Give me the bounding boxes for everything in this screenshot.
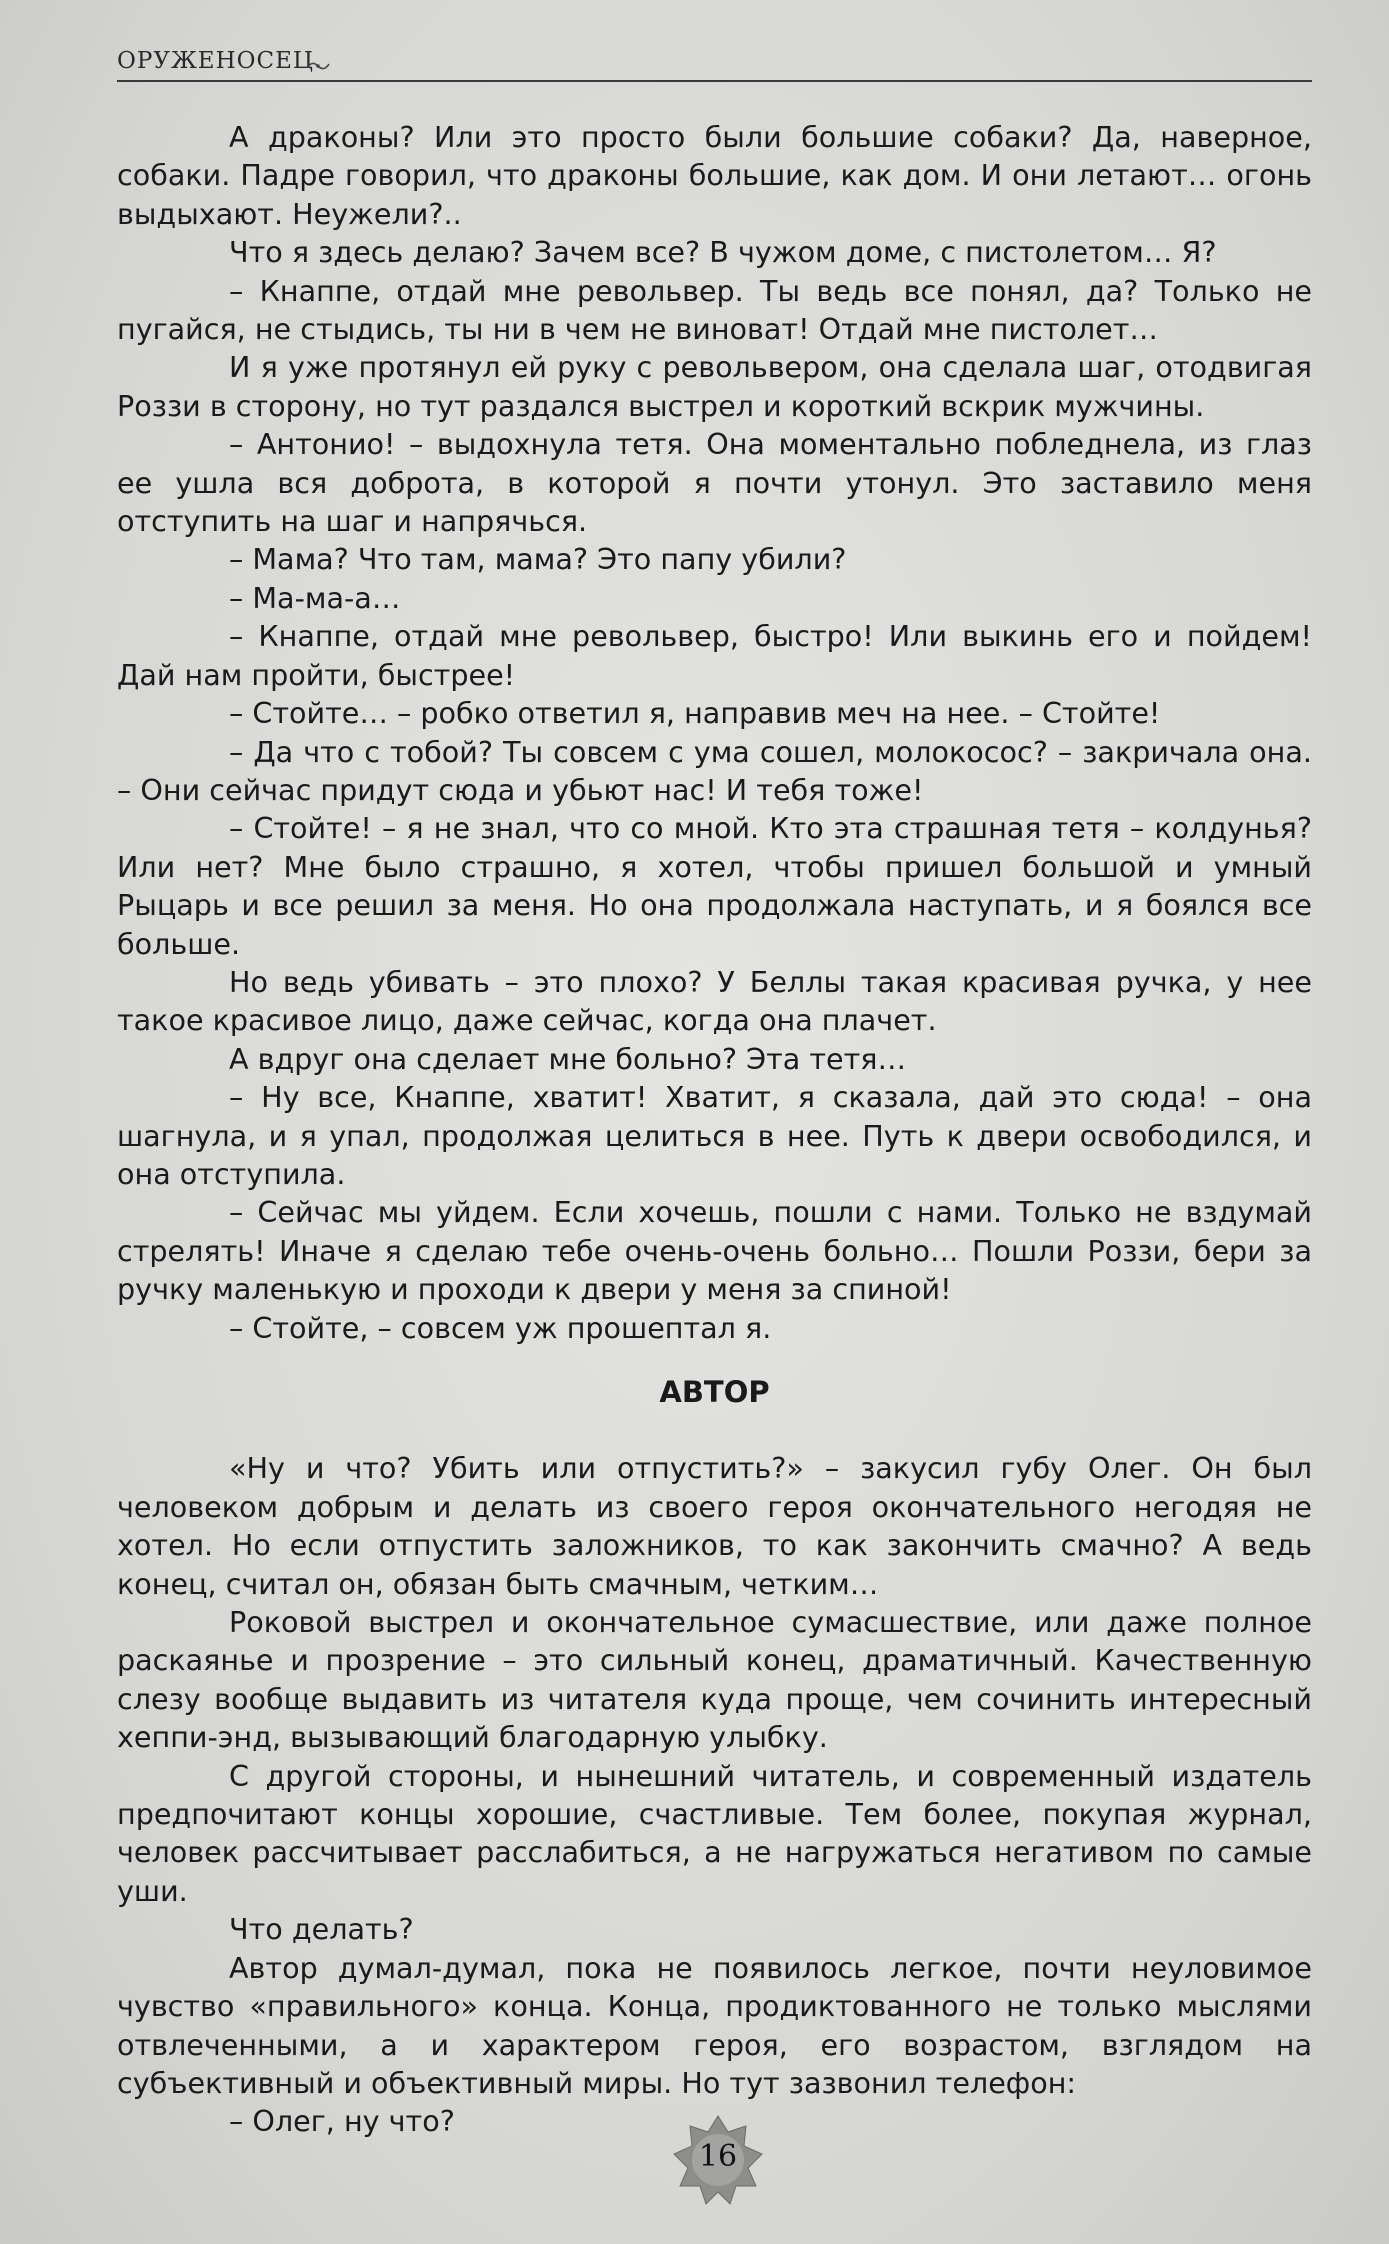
paragraph: «Ну и что? Убить или отпустить?» – закусил губу Олег. Он был человеком добрым и делать из своего героя окончательного негодяя не хотел. Но если отпустить заложников, то как закончить смачно? А ведь конец, считал он, обязан быть смачным, четким… xyxy=(117,1451,1312,1601)
paragraph: – Мама? Что там, мама? Это папу убили? xyxy=(229,542,847,577)
paragraph: С другой стороны, и нынешний читатель, и современный издатель предпочитают концы хорошие, счастливые. Тем более, покупая журнал, человек рассчитывает расслабиться, а не нагружаться негативом по самые уши. xyxy=(117,1758,1312,1908)
paragraph: И я уже протянул ей руку с револьвером, она сделала шаг, отодвигая Роззи в сторону, но тут раздался выстрел и короткий вскрик мужчины. xyxy=(117,350,1312,423)
paragraph: Что делать? xyxy=(229,1912,414,1947)
page-number: 16 xyxy=(698,2139,738,2174)
paragraph: А вдруг она сделает мне больно? Эта тетя… xyxy=(229,1041,907,1076)
paragraph: Но ведь убивать – это плохо? У Беллы такая красивая ручка, у нее такое красивое лицо, даже сейчас, когда она плачет. xyxy=(117,964,1312,1038)
paragraph: – Антонио! – выдохнула тетя. Она моментально побледнела, из глаз ее ушла вся доброта, в которой я почти утонул. Это заставило меня отступить на шаг и напрячься. xyxy=(117,427,1312,539)
paragraph: – Олег, ну что? xyxy=(229,2104,455,2139)
paragraph: – Кнаппе, отдай мне револьвер. Ты ведь все понял, да? Только не пугайся, не стыдись, ты ни в чем не виноват! Отдай мне пистолет… xyxy=(117,273,1312,347)
paragraph: – Да что с тобой? Ты совсем с ума сошел, молокосос? – закричала она. – Они сейчас придут сюда и убьют нас! И тебя тоже! xyxy=(117,734,1312,807)
paragraph: Что я здесь делаю? Зачем все? В чужом доме, с пистолетом… Я? xyxy=(229,235,1217,270)
section-heading: АВТОР xyxy=(659,1375,770,1409)
paragraph: – Сейчас мы уйдем. Если хочешь, пошли с нами. Только не вздумай стрелять! Иначе я сделаю тебе очень-очень больно… Пошли Роззи, бери за ручку маленькую и проходи к двери у меня за спиной! xyxy=(117,1195,1312,1307)
page-number-badge xyxy=(670,2112,766,2208)
paragraph: Роковой выстрел и окончательное сумасшествие, или даже полное раскаянье и прозрение – это сильный конец, драматичный. Качественную слезу вообще выдавить из читателя куда проще, чем сочинить интересный хеппи-энд, вызывающий благодарную улыбку. xyxy=(117,1605,1312,1755)
paragraph: – Ма-ма-а… xyxy=(229,580,401,615)
header-rule xyxy=(117,80,1312,82)
paragraph: – Ну все, Кнаппе, хватит! Хватит, я сказала, дай это сюда! – она шагнула, и я упал, продолжая целиться в нее. Путь к двери освободился, и она отступила. xyxy=(117,1080,1312,1191)
paragraph: – Стойте! – я не знал, что со мной. Кто эта страшная тетя – колдунья? Или нет? Мне было страшно, я хотел, чтобы пришел большой и умный Рыцарь и все решил за меня. Но она продолжала наступать, и я боялся все больше. xyxy=(117,811,1312,961)
ornament-icon xyxy=(305,58,331,74)
body-text xyxy=(117,118,1312,2141)
paragraph: А драконы? Или это просто были большие собаки? Да, наверное, собаки. Падре говорил, что драконы большие, как дом. И они летают… огонь выдыхают. Неужели?.. xyxy=(117,120,1312,231)
running-title: ОРУЖЕНОСЕЦ xyxy=(117,48,314,74)
paragraph: Автор думал-думал, пока не появилось легкое, почти неуловимое чувство «правильного» конца. Конца, продиктованного не только мыслями отвлеченными, а и характером героя, его возрастом, взглядом на субъективный и объективный миры. Но тут зазвонил телефон: xyxy=(117,1950,1312,2100)
paragraph: – Кнаппе, отдай мне револьвер, быстро! Или выкинь его и пойдем! Дай нам пройти, быстрее! xyxy=(117,619,1312,692)
paragraph: – Стойте, – совсем уж прошептал я. xyxy=(229,1310,772,1345)
paragraph: – Стойте… – робко ответил я, направив меч на нее. – Стойте! xyxy=(229,696,1161,731)
